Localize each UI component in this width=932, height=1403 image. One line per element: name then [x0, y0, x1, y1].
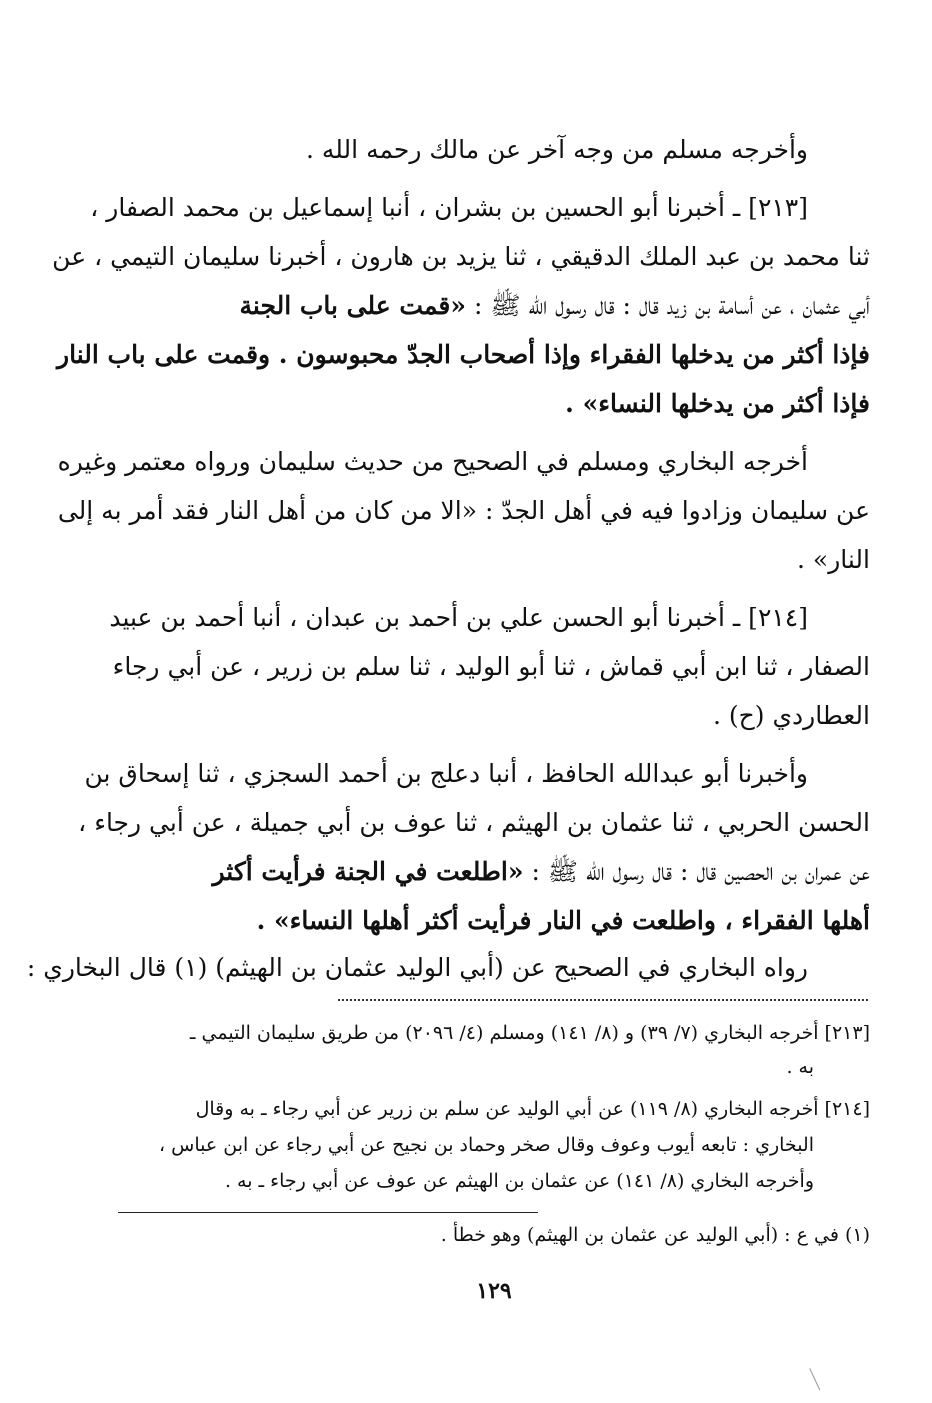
footnote-1: (١) في ع : (أبي الوليد عن عثمان بن الهيثم) وهو خطأ .	[440, 1224, 870, 1246]
footnote-214-line-3: وأخرجه البخاري (٨/ ١٤١) عن عثمان بن الهيثم عن عوف عن أبي رجاء ـ به .	[224, 1170, 814, 1192]
hadith-214-matn-start: «اطلعت في الجنة فرأيت أكثر	[212, 857, 524, 886]
narration-note: رواه البخاري في الصحيح عن (أبي الوليد عثمان بن الهيثم) (١) قال البخاري :	[26, 953, 808, 982]
footnote-separator	[338, 999, 868, 1001]
hadith-214-isnad-end: عن عمران بن الحصين قال : قال رسول الله ﷺ :	[531, 857, 870, 886]
hadith-213-isnad: أبي عثمان ، عن أسامة بن زيد قال : قال رسول الله ﷺ :	[473, 291, 870, 320]
hadith-213-line-4: فإذا أكثر من يدخلها الفقراء وإذا أصحاب الجدّ محبوسون . وقمت على باب النار	[57, 340, 870, 369]
footnote-214-line-1: [٢١٤] أخرجه البخاري (٨/ ١١٩) عن أبي الوليد عن سلم بن زرير عن أبي رجاء ـ به وقال	[195, 1098, 870, 1120]
footnote-rule	[118, 1212, 538, 1213]
scan-mark	[809, 1366, 825, 1391]
commentary-line-3: النار» .	[797, 545, 870, 574]
isnad-2-line-2: الحسن الحربي ، ثنا عثمان بن الهيثم ، ثنا عوف بن أبي جميلة ، عن أبي رجاء ،	[78, 808, 870, 837]
hadith-213-matn-start: «قمت على باب الجنة	[239, 291, 466, 320]
book-page	[26, 128, 870, 1368]
commentary-line-2: عن سليمان وزادوا فيه في أهل الجدّ : «الا من كان من أهل النار فقد أمر به إلى	[57, 496, 870, 525]
commentary-line-1: أخرجه البخاري ومسلم في الصحيح من حديث سليمان ورواه معتمر وغيره	[57, 447, 808, 476]
hadith-213-line-1: [٢١٣] ـ أخبرنا أبو الحسين بن بشران ، أنبا إسماعيل بن محمد الصفار ،	[90, 193, 808, 222]
footnote-213-line-1: [٢١٣] أخرجه البخاري (٧/ ٣٩) و (٨/ ١٤١) ومسلم (٤/ ٢٠٩٦) من طريق سليمان التيمي ـ	[189, 1022, 870, 1044]
isnad-2-line-3	[118, 850, 870, 894]
isnad-2-line-1: وأخبرنا أبو عبدالله الحافظ ، أنبا دعلج بن أحمد السجزي ، ثنا إسحاق بن	[84, 759, 808, 788]
footnote-214-line-2: البخاري : تابعه أيوب وعوف وقال صخر وحماد بن نجيح عن أبي رجاء عن ابن عباس ،	[159, 1134, 814, 1156]
page-number: ١٢٩	[476, 1278, 512, 1304]
hadith-214-matn-end: أهلها الفقراء ، واطلعت في النار فرأيت أكثر أهلها النساء» .	[256, 906, 870, 935]
hadith-214-line-1: [٢١٤] ـ أخبرنا أبو الحسن علي بن أحمد بن عبدان ، أنبا أحمد بن عبيد	[109, 603, 808, 632]
footnote-213-line-2: به .	[786, 1056, 814, 1078]
hadith-214-line-3: العطاردي (ح) .	[712, 701, 870, 730]
text-line-1: وأخرجه مسلم من وجه آخر عن مالك رحمه الله .	[305, 135, 808, 164]
hadith-214-line-2: الصفار ، ثنا ابن أبي قماش ، ثنا أبو الوليد ، ثنا سلم بن زرير ، عن أبي رجاء	[112, 652, 870, 681]
hadith-213-line-2: ثنا محمد بن عبد الملك الدقيقي ، ثنا يزيد بن هارون ، أخبرنا سليمان التيمي ، عن	[52, 242, 870, 271]
hadith-213-line-5: فإذا أكثر من يدخلها النساء» .	[565, 389, 870, 418]
hadith-213-line-3	[118, 284, 870, 328]
